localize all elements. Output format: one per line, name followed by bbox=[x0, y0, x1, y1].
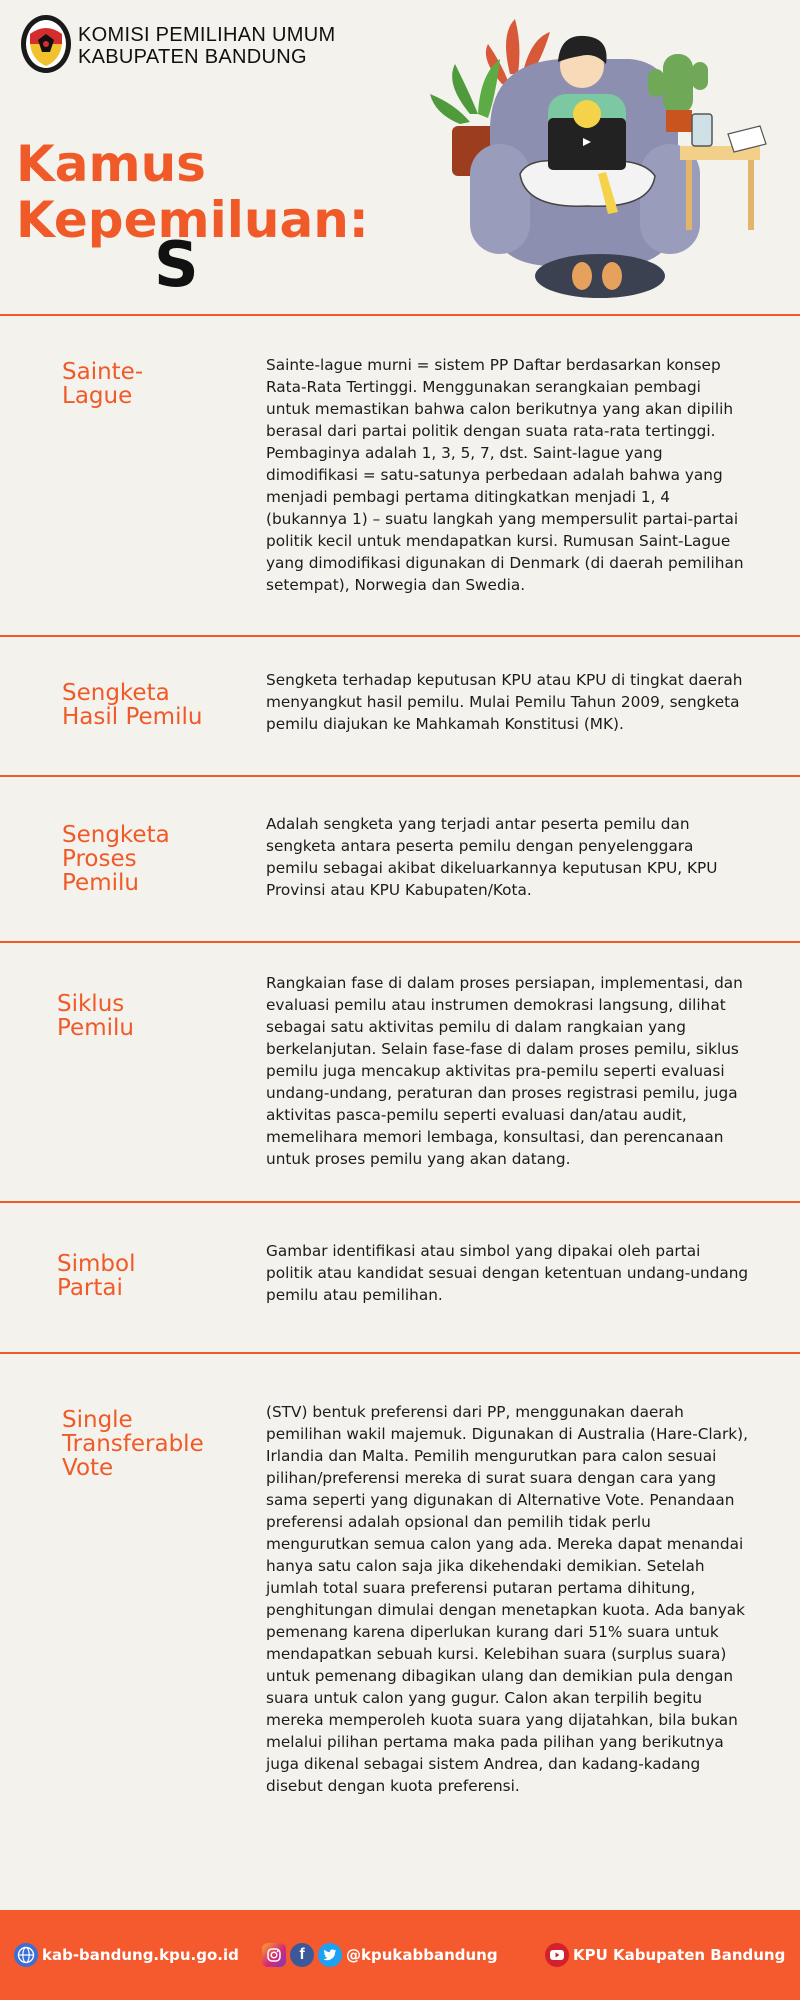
term-sainte-lague bbox=[62, 360, 242, 408]
definition-line: Provinsi atau KPU Kabupaten/Kota. bbox=[266, 881, 532, 899]
definition-line: untuk pemenang dibagikan ulang dan demikian pula dengan bbox=[266, 1667, 734, 1685]
term-line: Pemilu bbox=[57, 1015, 134, 1041]
definition-line: pemilu atau pemilihan. bbox=[266, 1286, 443, 1304]
term-line: Simbol bbox=[57, 1251, 136, 1277]
term-line: Pemilu bbox=[62, 870, 139, 896]
person-with-laptop-illustration bbox=[430, 14, 770, 304]
term-line: Sainte- bbox=[62, 359, 144, 385]
definition-line: melalui pilihan pertama maka pada pilihan yang berikutnya bbox=[266, 1733, 724, 1751]
definition-line: Sengketa terhadap keputusan KPU atau KPU di tingkat daerah bbox=[266, 671, 743, 689]
footer bbox=[0, 1910, 800, 2000]
definition-line: evaluasi pemilu atau instrumen demokrasi langsung, dilihat bbox=[266, 996, 726, 1014]
youtube-link[interactable] bbox=[545, 1943, 785, 1967]
definition-line: politik kecil untuk mendapatkan kursi. Rumusan Saint-Lague bbox=[266, 532, 731, 550]
definition-line: Pembaginya adalah 1, 3, 5, 7, dst. Saint-lague yang bbox=[266, 444, 663, 462]
definition-line: politik atau kandidat sesuai dengan ketentuan undang-undang bbox=[266, 1264, 749, 1282]
term-line: Lague bbox=[62, 383, 133, 409]
org-line-1: KOMISI PEMILIHAN UMUM bbox=[78, 24, 336, 46]
term-siklus-pemilu bbox=[57, 992, 237, 1040]
website-text: kab-bandung.kpu.go.id bbox=[42, 1946, 239, 1964]
instagram-icon[interactable] bbox=[262, 1943, 286, 1967]
definition-line: juga dikenal sebagai sistem Andrea, dan kadang-kadang bbox=[266, 1755, 701, 1773]
term-sengketa-proses-pemilu bbox=[62, 823, 242, 895]
definition-line: penghitungan dimulai dengan menetapkan kuota. Ada banyak bbox=[266, 1601, 746, 1619]
youtube-icon bbox=[545, 1943, 569, 1967]
definition-simbol-partai bbox=[266, 1240, 766, 1306]
term-line: Vote bbox=[62, 1455, 114, 1481]
social-handle-text: @kpukabbandung bbox=[346, 1946, 498, 1964]
definition-line: aktivitas pasca-pemilu seperti evaluasi dan/atau audit, bbox=[266, 1106, 687, 1124]
definition-line: jumlah total suara preferensi putaran pertama dihitung, bbox=[266, 1579, 696, 1597]
letter-heading: S bbox=[154, 228, 199, 301]
definition-siklus-pemilu bbox=[266, 972, 766, 1170]
kpu-logo bbox=[20, 14, 72, 74]
definition-line: menjadi pembagi pertama ditingkatkan menjadi 1, 4 bbox=[266, 488, 671, 506]
social-links bbox=[262, 1943, 498, 1967]
term-line: Proses bbox=[62, 846, 137, 872]
definition-line: suara untuk calon yang gugur. Calon akan terpilih begitu bbox=[266, 1689, 703, 1707]
definition-line: sengketa antara peserta pemilu dengan penyelenggara bbox=[266, 837, 694, 855]
title-line-1: Kamus bbox=[16, 135, 206, 193]
definition-line: hanya satu calon saja jika dikehendaki demikian. Setelah bbox=[266, 1557, 705, 1575]
twitter-icon[interactable] bbox=[318, 1943, 342, 1967]
website-link[interactable] bbox=[14, 1943, 239, 1967]
org-line-2: KABUPATEN BANDUNG bbox=[78, 46, 307, 68]
definition-line: berasal dari partai politik dengan suata rata-rata tertinggi. bbox=[266, 422, 716, 440]
definition-line: Irlandia dan Malta. Pemilih mengurutkan para calon sesuai bbox=[266, 1447, 717, 1465]
definition-line: mengurutkan semua calon yang ada. Mereka dapat menandai bbox=[266, 1535, 744, 1553]
term-line: Siklus bbox=[57, 991, 125, 1017]
youtube-text: KPU Kabupaten Bandung bbox=[573, 1946, 786, 1964]
definition-line: Adalah sengketa yang terjadi antar peserta pemilu dan bbox=[266, 815, 690, 833]
organization-name bbox=[78, 24, 335, 68]
definition-line: menyangkut hasil pemilu. Mulai Pemilu Tahun 2009, sengketa bbox=[266, 693, 740, 711]
header bbox=[0, 0, 800, 314]
globe-icon bbox=[14, 1943, 38, 1967]
definition-line: (STV) bentuk preferensi dari PP, menggunakan daerah bbox=[266, 1403, 684, 1421]
definition-single-transferable-vote bbox=[266, 1401, 766, 1797]
definition-line: memelihara memori lembaga, konsultasi, dan perencanaan bbox=[266, 1128, 724, 1146]
divider bbox=[0, 941, 800, 943]
divider bbox=[0, 1352, 800, 1354]
divider bbox=[0, 1201, 800, 1203]
definition-line: untuk proses pemilu yang akan datang. bbox=[266, 1150, 571, 1168]
divider bbox=[0, 635, 800, 637]
definition-line: undang-undang, peraturan dan proses registrasi pemilu, juga bbox=[266, 1084, 738, 1102]
term-line: Partai bbox=[57, 1275, 123, 1301]
definition-sengketa-proses-pemilu bbox=[266, 813, 766, 901]
definition-line: preferensi adalah opsional dan pemilih tidak perlu bbox=[266, 1513, 651, 1531]
term-line: Transferable bbox=[62, 1431, 204, 1457]
definition-line: Rangkaian fase di dalam proses persiapan, implementasi, dan bbox=[266, 974, 743, 992]
definition-sengketa-hasil-pemilu bbox=[266, 669, 766, 735]
definition-line: sama seperti yang digunakan di Alternative Vote. Penandaan bbox=[266, 1491, 735, 1509]
definition-line: pemilu diajukan ke Mahkamah Konstitusi (MK). bbox=[266, 715, 624, 733]
definition-line: pemenang karena diperlukan kurang dari 51% suara untuk bbox=[266, 1623, 719, 1641]
definition-sainte-lague bbox=[266, 354, 766, 596]
definition-line: Rata-Rata Tertinggi. Menggunakan serangkaian pembagi bbox=[266, 378, 701, 396]
definition-line: (bukannya 1) – suatu langkah yang mempersulit partai-partai bbox=[266, 510, 739, 528]
facebook-icon[interactable]: f bbox=[290, 1943, 314, 1967]
definition-line: berkelanjutan. Selain fase-fase di dalam proses pemilu, siklus bbox=[266, 1040, 739, 1058]
definition-line: pemilihan wakil majemuk. Digunakan di Australia (Hare-Clark), bbox=[266, 1425, 749, 1443]
term-line: Sengketa bbox=[62, 822, 170, 848]
definition-line: disebut dengan kuota preferensi. bbox=[266, 1777, 520, 1795]
term-simbol-partai bbox=[57, 1252, 237, 1300]
term-line: Hasil Pemilu bbox=[62, 704, 203, 730]
definition-line: sebagai satu aktivitas pemilu di dalam rangkaian yang bbox=[266, 1018, 686, 1036]
definition-line: yang dimodifikasi digunakan di Denmark (di daerah pemilihan bbox=[266, 554, 744, 572]
term-line: Sengketa bbox=[62, 680, 170, 706]
definition-line: pemilu juga mencakup aktivitas pra-pemilu seperti evaluasi bbox=[266, 1062, 725, 1080]
definition-line: mereka memperoleh kuota suara yang dijatahkan, bila bukan bbox=[266, 1711, 738, 1729]
definition-line: pemilu sebagai akibat dikeluarkannya keputusan KPU, KPU bbox=[266, 859, 718, 877]
divider bbox=[0, 314, 800, 316]
definition-line: dimodifikasi = satu-satunya perbedaan adalah bahwa yang bbox=[266, 466, 723, 484]
term-sengketa-hasil-pemilu bbox=[62, 681, 242, 729]
definition-line: pilihan/preferensi mereka di surat suara dengan cara yang bbox=[266, 1469, 717, 1487]
definition-line: untuk memastikan bahwa calon berikutnya yang akan dipilih bbox=[266, 400, 734, 418]
term-single-transferable-vote bbox=[62, 1408, 242, 1480]
definition-line: Sainte-lague murni = sistem PP Daftar berdasarkan konsep bbox=[266, 356, 721, 374]
definition-line: setempat), Norwegia dan Swedia. bbox=[266, 576, 526, 594]
definition-line: mendapatkan sebuah kursi. Kelebihan suara (surplus suara) bbox=[266, 1645, 727, 1663]
divider bbox=[0, 775, 800, 777]
definition-line: Gambar identifikasi atau simbol yang dipakai oleh partai bbox=[266, 1242, 701, 1260]
term-line: Single bbox=[62, 1407, 133, 1433]
title-line-2: Kepemiluan: bbox=[16, 191, 369, 249]
